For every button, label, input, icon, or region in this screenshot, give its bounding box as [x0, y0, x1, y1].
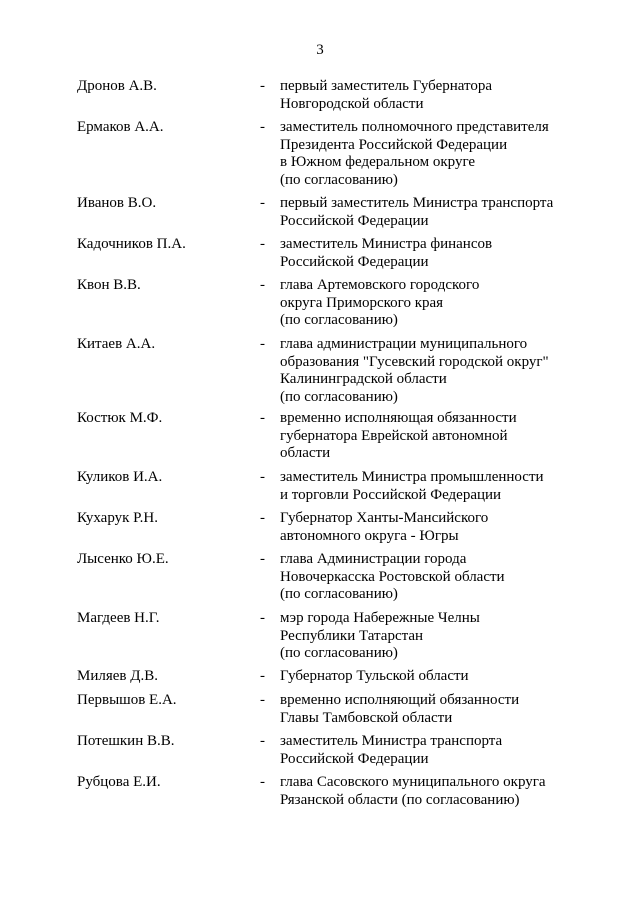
member-role: [280, 195, 600, 230]
role-line: округа Приморского края: [280, 294, 444, 311]
member-name: Дронов А.В.: [77, 78, 157, 94]
role-line: первый заместитель Губернатора: [280, 78, 493, 94]
role-line: автономного округа - Югры: [280, 527, 459, 544]
member-role: [280, 692, 600, 727]
member-role: [280, 551, 600, 604]
role-line: Калининградской области: [280, 371, 447, 387]
page-number: 3: [316, 42, 324, 58]
separator-dash: -: [260, 774, 265, 790]
role-line: Губернатор Тульской области: [280, 668, 469, 684]
separator-dash: -: [260, 119, 265, 135]
role-line: Российской Федерации: [280, 212, 429, 229]
role-line: глава Артемовского городского: [280, 277, 480, 293]
member-name: Китаев А.А.: [77, 336, 156, 352]
member-name: Лысенко Ю.Е.: [77, 551, 169, 567]
member-role: [280, 410, 600, 463]
separator-dash: -: [260, 692, 265, 708]
member-name: Потешкин В.В.: [77, 733, 175, 749]
member-role: [280, 668, 600, 686]
role-line: в Южном федеральном округе: [280, 154, 476, 170]
member-role: [280, 469, 600, 504]
separator-dash: -: [260, 236, 265, 252]
member-name: Миляев Д.В.: [77, 668, 158, 684]
member-role: [280, 236, 600, 271]
separator-dash: -: [260, 195, 265, 211]
role-line: Рязанской области (по согласованию): [280, 791, 520, 808]
role-line: Новочеркасска Ростовской области: [280, 568, 505, 585]
separator-dash: -: [260, 610, 265, 626]
role-line: губернатора Еврейской автономной: [280, 427, 508, 444]
role-line: глава Сасовского муниципального округа: [280, 774, 546, 790]
role-line: и торговли Российской Федерации: [280, 486, 502, 503]
member-name: Квон В.В.: [77, 277, 141, 293]
member-role: [280, 733, 600, 768]
role-line: области: [280, 445, 331, 461]
role-line: образования "Гусевский городской округ": [280, 353, 549, 370]
separator-dash: -: [260, 733, 265, 749]
role-line: Главы Тамбовской области: [280, 709, 453, 726]
member-name: Ермаков А.А.: [77, 119, 164, 135]
member-role: [280, 336, 600, 406]
role-line: Российской Федерации: [280, 750, 429, 767]
member-name: Рубцова Е.И.: [77, 774, 161, 790]
member-role: [280, 277, 600, 330]
role-line: временно исполняющий обязанности: [280, 692, 520, 708]
role-line: (по согласованию): [280, 645, 398, 661]
member-name: Магдеев Н.Г.: [77, 610, 160, 626]
separator-dash: -: [260, 469, 265, 485]
role-line: (по согласованию): [280, 388, 398, 405]
role-line: глава Администрации города: [280, 551, 467, 567]
separator-dash: -: [260, 410, 265, 426]
member-name: Кухарук Р.Н.: [77, 510, 158, 526]
role-line: заместитель Министра транспорта: [280, 733, 503, 749]
role-line: Губернатор Ханты-Мансийского: [280, 510, 489, 526]
role-line: заместитель Министра финансов: [280, 236, 493, 252]
member-role: [280, 510, 600, 545]
role-line: первый заместитель Министра транспорта: [280, 195, 554, 211]
role-line: заместитель полномочного представителя: [280, 119, 549, 135]
member-role: [280, 78, 600, 113]
separator-dash: -: [260, 78, 265, 94]
role-line: заместитель Министра промышленности: [280, 469, 544, 485]
role-line: Российской Федерации: [280, 253, 429, 270]
separator-dash: -: [260, 668, 265, 684]
separator-dash: -: [260, 510, 265, 526]
role-line: (по согласованию): [280, 171, 398, 188]
role-line: Президента Российской Федерации: [280, 136, 508, 153]
role-line: временно исполняющая обязанности: [280, 410, 517, 426]
role-line: глава администрации муниципального: [280, 336, 528, 352]
member-role: [280, 119, 600, 189]
role-line: Новгородской области: [280, 95, 424, 112]
role-line: Республики Татарстан: [280, 627, 424, 644]
role-line: (по согласованию): [280, 586, 398, 602]
member-role: [280, 774, 600, 809]
member-name: Костюк М.Ф.: [77, 410, 163, 426]
role-line: (по согласованию): [280, 312, 398, 328]
member-name: Иванов В.О.: [77, 195, 157, 211]
member-name: Куликов И.А.: [77, 469, 163, 485]
separator-dash: -: [260, 551, 265, 567]
member-role: [280, 610, 600, 663]
separator-dash: -: [260, 277, 265, 293]
separator-dash: -: [260, 336, 265, 352]
member-name: Первышов Е.А.: [77, 692, 177, 708]
member-name: Кадочников П.А.: [77, 236, 186, 252]
role-line: мэр города Набережные Челны: [280, 610, 480, 626]
